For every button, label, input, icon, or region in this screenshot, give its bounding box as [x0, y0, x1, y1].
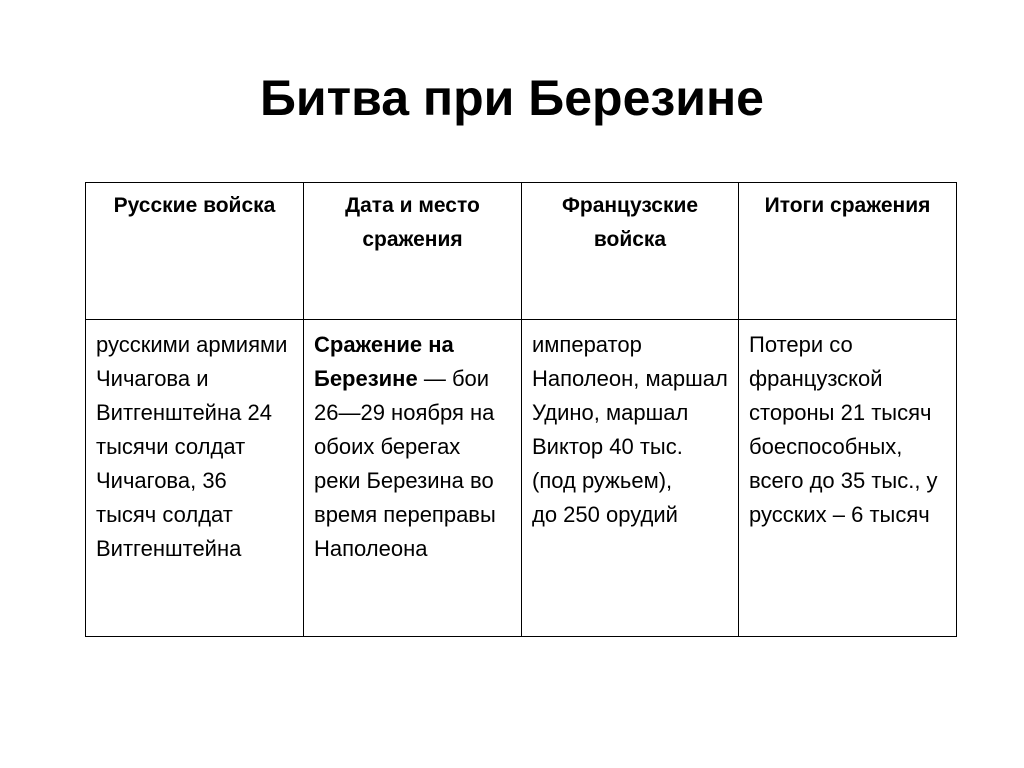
battle-name: Сражение на Березине [314, 332, 454, 391]
header-french-forces: Французские войска [522, 183, 739, 320]
table-row [86, 320, 957, 637]
cell-russian-forces: русскими армиями Чичагова и Витгенштейна 24 тысячи солдат Чичагова, 36 тысяч солдат Витгенштейна [86, 320, 304, 637]
french-commanders: император Наполеон, маршал Удино, маршал Виктор 40 тыс. (под ружьем), [532, 332, 728, 493]
battle-description: — бои 26—29 ноября на обоих берегах реки Березина во время переправы Наполеона [314, 366, 496, 561]
slide-title: Битва при Березине [259, 70, 764, 126]
cell-results: Потери со французской стороны 21 тысяч боеспособных, всего до 35 тыс., у русских – 6 тысяч [739, 320, 957, 637]
header-results: Итоги сражения [739, 183, 957, 320]
battle-table-container [85, 182, 956, 637]
header-date-place: Дата и место сражения [304, 183, 522, 320]
table-header-row [86, 183, 957, 320]
battle-table [85, 182, 957, 637]
cell-french-forces [522, 320, 739, 637]
header-russian-forces: Русские войска [86, 183, 304, 320]
cell-date-place [304, 320, 522, 637]
french-artillery: до 250 орудий [532, 502, 678, 527]
